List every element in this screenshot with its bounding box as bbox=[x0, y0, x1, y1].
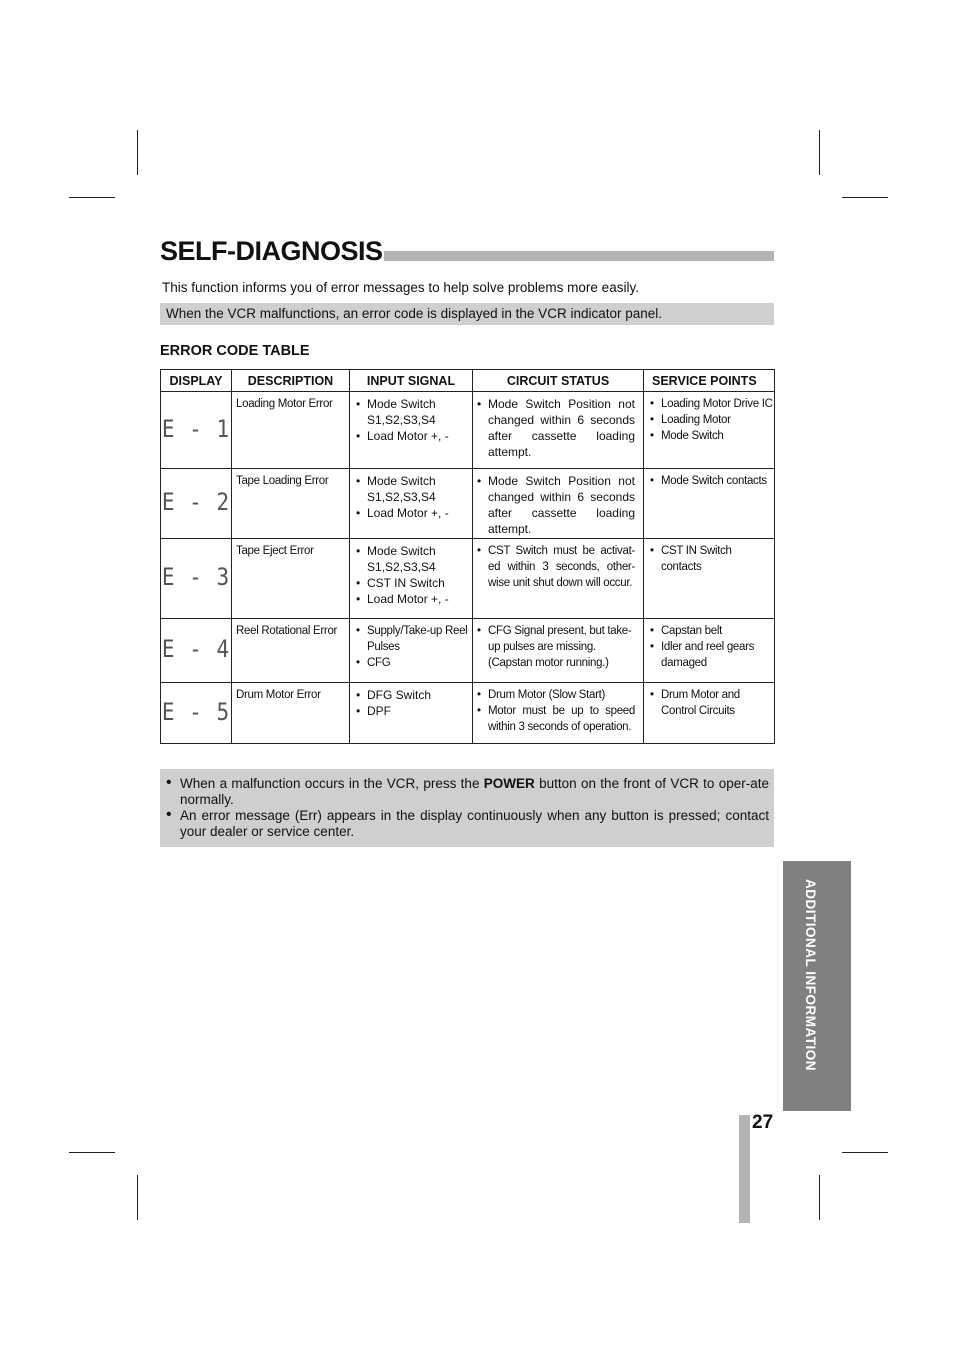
circuit-status-cell bbox=[473, 539, 644, 619]
error-code-display: E - 3 bbox=[161, 563, 231, 591]
description-cell: Reel Rotational Error bbox=[232, 619, 350, 683]
header-circuit-status: CIRCUIT STATUS bbox=[473, 370, 644, 392]
list-item: • Mode Switch S1,S2,S3,S4 bbox=[356, 396, 468, 428]
crop-mark bbox=[842, 197, 888, 198]
header-input-signal: INPUT SIGNAL bbox=[350, 370, 473, 392]
input-signal-cell bbox=[350, 539, 473, 619]
notes-box bbox=[160, 769, 774, 847]
list-item: • CST IN Switch contacts bbox=[650, 543, 770, 575]
crop-mark bbox=[819, 130, 820, 175]
header-description: DESCRIPTION bbox=[232, 370, 350, 392]
table-row bbox=[161, 539, 775, 619]
circuit-status-cell bbox=[473, 392, 644, 469]
service-points-cell bbox=[644, 539, 775, 619]
list-item: • Supply/Take-up Reel Pulses bbox=[356, 623, 468, 655]
list-item: • Idler and reel gears damaged bbox=[650, 639, 770, 671]
page-number: 27 bbox=[752, 1112, 774, 1133]
crop-mark bbox=[819, 1175, 820, 1220]
error-code-table bbox=[160, 369, 775, 744]
page-title: SELF-DIAGNOSIS bbox=[160, 236, 383, 266]
side-tab-label: ADDITIONAL INFORMATION bbox=[803, 879, 818, 1071]
list-item: • CFG bbox=[356, 655, 468, 671]
note-item: • An error message (Err) appears in the display continuously when any button is pressed; contact your dealer or service center. bbox=[180, 808, 769, 840]
crop-mark bbox=[69, 1152, 115, 1153]
list-item: • Load Motor +, - bbox=[356, 591, 468, 607]
table-row bbox=[161, 683, 775, 744]
crop-mark bbox=[137, 1175, 138, 1220]
error-code-display: E - 1 bbox=[161, 414, 231, 443]
list-item: • Load Motor +, - bbox=[356, 505, 468, 521]
list-item: • Loading Motor bbox=[650, 412, 774, 428]
service-points-cell bbox=[644, 469, 775, 539]
list-item: • Mode Switch S1,S2,S3,S4 bbox=[356, 543, 468, 575]
service-points-cell bbox=[644, 619, 775, 683]
display-cell bbox=[161, 619, 232, 683]
title-row bbox=[160, 236, 774, 268]
crop-mark bbox=[69, 197, 115, 198]
input-signal-cell bbox=[350, 392, 473, 469]
title-rule bbox=[384, 251, 774, 261]
circuit-status-cell bbox=[473, 469, 644, 539]
input-signal-cell bbox=[350, 683, 473, 744]
circuit-status-cell bbox=[473, 683, 644, 744]
highlight-note: When the VCR malfunctions, an error code is displayed in the VCR indicator panel. bbox=[160, 303, 774, 325]
note-item bbox=[180, 776, 769, 808]
list-item: • Drum Motor (Slow Start) bbox=[477, 687, 635, 703]
list-item: • Mode Switch Position not changed within 6 seconds after cassette loading attempt. bbox=[477, 473, 635, 537]
display-cell bbox=[161, 683, 232, 744]
crop-mark bbox=[842, 1152, 888, 1153]
list-item: • Motor must be up to speed within 3 seconds of operation. bbox=[477, 703, 635, 735]
table-row bbox=[161, 469, 775, 539]
list-item: • Drum Motor and Control Circuits bbox=[650, 687, 770, 719]
description-cell: Drum Motor Error bbox=[232, 683, 350, 744]
description-cell: Loading Motor Error bbox=[232, 392, 350, 469]
list-item: • Loading Motor Drive IC bbox=[650, 396, 774, 412]
list-item: • Mode Switch contacts bbox=[650, 473, 770, 489]
display-cell bbox=[161, 469, 232, 539]
list-item: • Capstan belt bbox=[650, 623, 770, 639]
description-cell: Tape Loading Error bbox=[232, 469, 350, 539]
intro-text: This function informs you of error messages to help solve problems more easily. bbox=[162, 280, 639, 295]
list-item: • Mode Switch Position not changed within 6 seconds after cassette loading attempt. bbox=[477, 396, 635, 460]
display-cell bbox=[161, 392, 232, 469]
list-item: • Mode Switch S1,S2,S3,S4 bbox=[356, 473, 468, 505]
header-service-points: SERVICE POINTS bbox=[644, 370, 775, 392]
section-heading: ERROR CODE TABLE bbox=[160, 343, 310, 359]
list-item: • DFG Switch bbox=[356, 687, 468, 703]
note-text: button on the front of VCR to oper-ate normally. bbox=[180, 776, 770, 807]
description-cell: Tape Eject Error bbox=[232, 539, 350, 619]
error-code-display: E - 5 bbox=[161, 697, 231, 726]
error-code-display: E - 2 bbox=[161, 488, 231, 516]
display-cell bbox=[161, 539, 232, 619]
note-text: When a malfunction occurs in the VCR, press the bbox=[180, 776, 484, 791]
crop-mark bbox=[137, 130, 138, 175]
page-number-bar bbox=[739, 1115, 750, 1223]
input-signal-cell bbox=[350, 469, 473, 539]
input-signal-cell bbox=[350, 619, 473, 683]
section-side-tab bbox=[783, 861, 851, 1111]
power-keyword: POWER bbox=[483, 776, 535, 791]
error-code-display: E - 4 bbox=[161, 635, 231, 663]
list-item: • CFG Signal present, but take-up pulses are missing. (Capstan motor running.) bbox=[477, 623, 635, 671]
table-header-row bbox=[161, 370, 775, 392]
list-item: • CST IN Switch bbox=[356, 575, 468, 591]
list-item: • Load Motor +, - bbox=[356, 428, 468, 444]
list-item: • CST Switch must be activat-ed within 3 seconds, other-wise unit shut down will occur. bbox=[477, 543, 635, 591]
list-item: • Mode Switch bbox=[650, 428, 774, 444]
circuit-status-cell bbox=[473, 619, 644, 683]
service-points-cell bbox=[644, 392, 775, 469]
header-display: DISPLAY bbox=[161, 370, 232, 392]
table-row bbox=[161, 392, 775, 469]
table-row bbox=[161, 619, 775, 683]
list-item: • DPF bbox=[356, 703, 468, 719]
service-points-cell bbox=[644, 683, 775, 744]
